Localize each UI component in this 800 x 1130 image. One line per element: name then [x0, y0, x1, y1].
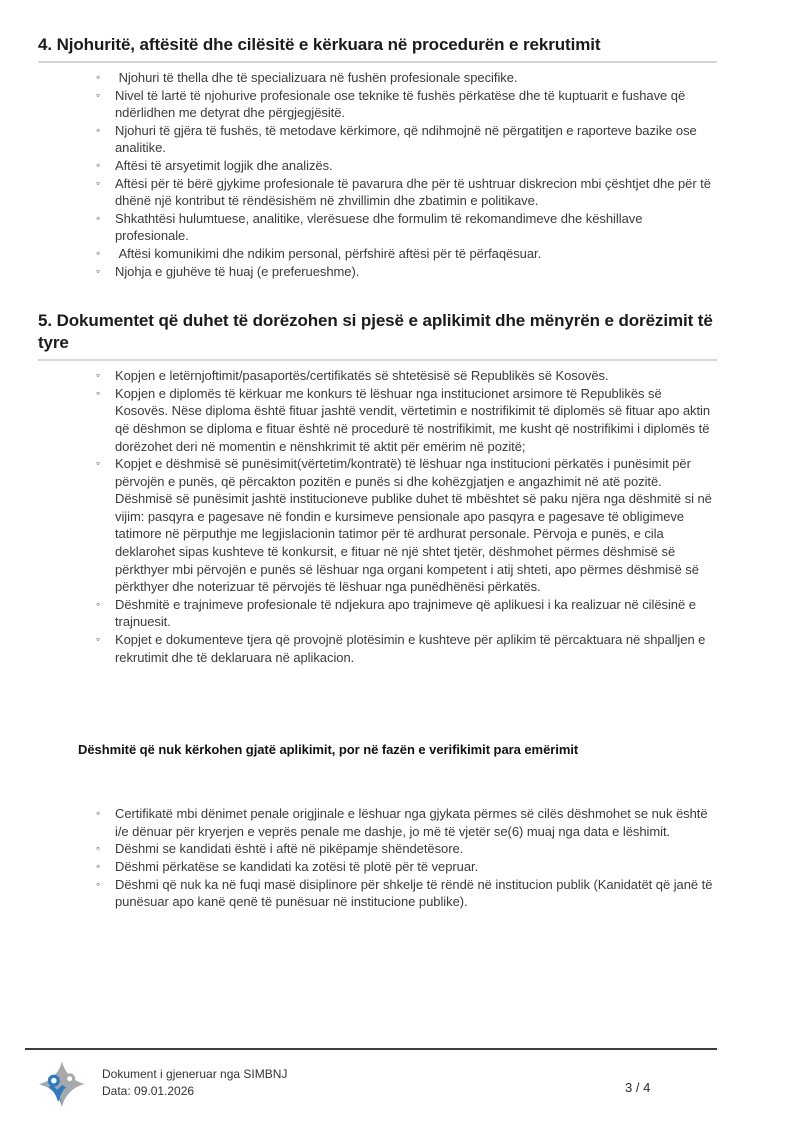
- list-item: ◦ Kopjet e dëshmisë së punësimit(vërtetim/kontratë) të lëshuar nga institucioni përkatës i punësimit për përvojën e punës, që përcakton pozitën e punës si dhe kohëzgjatjen e angazhimit në atë pozitë. Dëshmisë së punësimit jashtë institucioneve publike duhet të mbështet së paku njëra nga dëshmitë si në vijim: pasqyra e pagesave në fondin e kursimeve pensionale apo pasqyra e pagesave të obligimeve tatimore në përputhje me legjislacionin tatimor për të ardhurat personale. Përvoja e punës, e cila deklarohet sipas kushteve të konkursit, e fituar në një shtet tjetër, dëshmohet përmes dëshmisë së përkthyer mbi përvojën e punës së lëshuar nga organi kompetent i atij shteti, apo përmes dëshmisë së përkthyer dhe noterizuar të përvojës të lëshuar nga punëdhënësi përkatës.: [115, 455, 717, 596]
- verification-subtitle: Dëshmitë që nuk kërkohen gjatë aplikimit, por në fazën e verifikimit para emërimit: [78, 742, 579, 758]
- list-item: ◦ Certifikatë mbi dënimet penale origjinale e lëshuar nga gjykata përmes së cilës dëshmohet se nuk është i/e dënuar për kryerjen e veprës penale me dashje, jo më të vjetër se(6) muaj nga data e lëshimit.: [115, 805, 717, 840]
- list-item: ◦ Kopjen e diplomës të kërkuar me konkurs të lëshuar nga institucionet arsimore të Republikës së Kosovës. Nëse diploma është fituar jashtë vendit, vërtetimin e nostrifikimit të diplomës së fituar apo aktin që dëshmon se diploma e fituar është në procedurë të nostrifikimit, me kusht që nostrifikimi i diplomës të dorëzohet deri në momentin e nënshkrimit të aktit për emërim në pozitë;: [115, 385, 717, 455]
- list-item: ◦ Dëshmi që nuk ka në fuqi masë disiplinore për shkelje të rëndë në institucion publik (Kanidatët që janë të punësuar apo kanë qenë të punësuar në institucione publike).: [115, 876, 717, 911]
- list-item: ◦ Kopjet e dokumenteve tjera që provojnë plotësimin e kushteve për aplikim të përcaktuara në shpalljen e rekrutimit dhe të deklaruara në aplikacion.: [115, 631, 717, 666]
- simbnj-logo-icon: [38, 1059, 86, 1111]
- list-item: ◦ Njohuri të thella dhe të specializuara në fushën profesionale specifike.: [115, 69, 717, 87]
- list-item: ◦ Njohja e gjuhëve të huaj (e preferueshme).: [115, 263, 717, 281]
- simbnj-logo: [38, 1059, 86, 1111]
- page-footer: [25, 1048, 717, 1111]
- section-knowledge-list: [38, 69, 717, 280]
- list-item: ◦ Njohuri të gjëra të fushës, të metodave kërkimore, që ndihmojnë në përgatitjen e raporteve bazike ose analitike.: [115, 122, 717, 157]
- section-documents-title: 5. Dokumentet që duhet të dorëzohen si pjesë e aplikimit dhe mënyrën e dorëzimit të tyre: [38, 310, 717, 361]
- page-number: 3 / 4: [625, 1080, 651, 1095]
- list-item: ◦ Dëshmitë e trajnimeve profesionale të ndjekura apo trajnimeve që aplikuesi i ka realizuar në cilësinë e trajnuesit.: [115, 596, 717, 631]
- section-knowledge-title: 4. Njohuritë, aftësitë dhe cilësitë e kërkuara në procedurën e rekrutimit: [38, 34, 717, 63]
- footer-generated-text: Dokument i gjeneruar nga SIMBNJ: [102, 1067, 288, 1081]
- list-item: ◦ Aftësi për të bërë gjykime profesionale të pavarura dhe për të ushtruar diskrecion mbi çështjet dhe për të dhënë një kontribut të rëndësishëm në zhvillimin dhe zbatimin e politikave.: [115, 175, 717, 210]
- list-item: ◦ Kopjen e letërnjoftimit/pasaportës/certifikatës së shtetësisë së Republikës së Kosovës.: [115, 367, 717, 385]
- section-documents: [38, 310, 717, 666]
- list-item: ◦ Aftësi të arsyetimit logjik dhe analizës.: [115, 157, 717, 175]
- verification-list: [38, 805, 717, 911]
- footer-date-text: Data: 09.01.2026: [102, 1084, 195, 1098]
- list-item: ◦ Dëshmi se kandidati është i aftë në pikëpamje shëndetësore.: [115, 840, 717, 858]
- list-item: ◦ Nivel të lartë të njohurive profesionale ose teknike të fushës përkatëse dhe të kuptuarit e fushave që ndërlidhen me detyrat dhe përgjegjësitë.: [115, 87, 717, 122]
- section-documents-list: [38, 367, 717, 666]
- list-item: ◦ Shkathtësi hulumtuese, analitike, vlerësuese dhe formulim të rekomandimeve dhe këshillave profesionale.: [115, 210, 717, 245]
- section-knowledge: [38, 34, 717, 280]
- list-item: ◦ Aftësi komunikimi dhe ndikim personal, përfshirë aftësi për të përfaqësuar.: [115, 245, 717, 263]
- list-item: ◦ Dëshmi përkatëse se kandidati ka zotësi të plotë për të vepruar.: [115, 858, 717, 876]
